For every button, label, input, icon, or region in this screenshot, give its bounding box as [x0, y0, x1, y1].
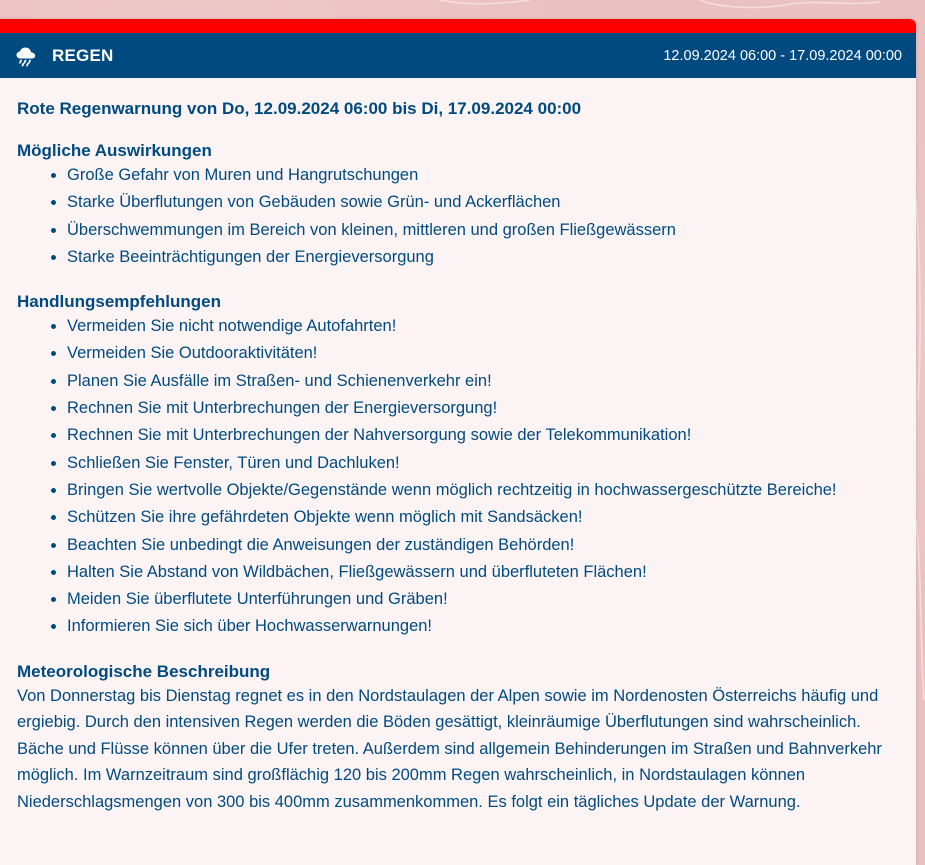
list-item: • Starke Überflutungen von Gebäuden sowie Grün- und Ackerflächen — [67, 189, 899, 216]
impacts-title: Mögliche Auswirkungen — [17, 141, 212, 160]
meteorology-description: Von Donnerstag bis Dienstag regnet es in den Nordstaulagen der Alpen sowie im Nordenosten Österreichs häufig und ergiebig. Durch den intensiven Regen werden die Böden gesättigt, kleinräumige Überflutungen sind wahrscheinlich. Bäche und Flüsse können über die Ufer treten. Außerdem sind allgemein Behinderungen im Straßen und Bahnverkehr möglich. Im Warnzeitraum sind großflächig 120 bis 200mm Regen wahrscheinlich, in Nordstaulagen können Niederschlagsmengen von 300 bis 400mm zusammenkommen. Es folgt ein tägliches Update der Warnung. — [17, 686, 882, 811]
warning-headline: Rote Regenwarnung von Do, 12.09.2024 06:00 bis Di, 17.09.2024 00:00 — [17, 99, 582, 118]
recommendations-list — [17, 313, 899, 641]
warning-date-range: 12.09.2024 06:00 - 17.09.2024 00:00 — [663, 47, 902, 64]
list-item: • Informieren Sie sich über Hochwasserwarnungen! — [67, 613, 899, 640]
list-item: • Schützen Sie ihre gefährdeten Objekte wenn möglich mit Sandsäcken! — [67, 504, 899, 531]
impacts-list — [17, 162, 899, 271]
list-item: • Beachten Sie unbedingt die Anweisungen der zuständigen Behörden! — [67, 532, 899, 559]
list-item: • Große Gefahr von Muren und Hangrutschungen — [67, 162, 899, 189]
alert-level-bar — [0, 19, 916, 33]
warning-card — [0, 19, 916, 865]
list-item: • Vermeiden Sie Outdooraktivitäten! — [67, 340, 899, 367]
warning-content — [0, 78, 916, 815]
list-item: • Starke Beeinträchtigungen der Energieversorgung — [67, 244, 899, 271]
list-item: • Halten Sie Abstand von Wildbächen, Fließgewässern und überfluteten Flächen! — [67, 559, 899, 586]
list-item: • Rechnen Sie mit Unterbrechungen der Energieversorgung! — [67, 395, 899, 422]
meteorology-title: Meteorologische Beschreibung — [17, 661, 271, 681]
list-item: • Schließen Sie Fenster, Türen und Dachluken! — [67, 450, 899, 477]
list-item: • Überschwemmungen im Bereich von kleinen, mittleren und großen Fließgewässern — [67, 217, 899, 244]
list-item: • Bringen Sie wertvolle Objekte/Gegenstände wenn möglich rechtzeitig in hochwassergeschützte Bereiche! — [67, 477, 899, 504]
list-item: • Meiden Sie überflutete Unterführungen und Gräben! — [67, 586, 899, 613]
recommendations-title: Handlungsempfehlungen — [17, 292, 221, 312]
warning-header[interactable] — [0, 33, 916, 78]
warning-type-title: REGEN — [52, 45, 114, 65]
list-item: • Rechnen Sie mit Unterbrechungen der Nahversorgung sowie der Telekommunikation! — [67, 422, 899, 449]
list-item: • Vermeiden Sie nicht notwendige Autofahrten! — [67, 313, 899, 340]
list-item: • Planen Sie Ausfälle im Straßen- und Schienenverkehr ein! — [67, 368, 899, 395]
rain-cloud-icon — [14, 44, 38, 68]
